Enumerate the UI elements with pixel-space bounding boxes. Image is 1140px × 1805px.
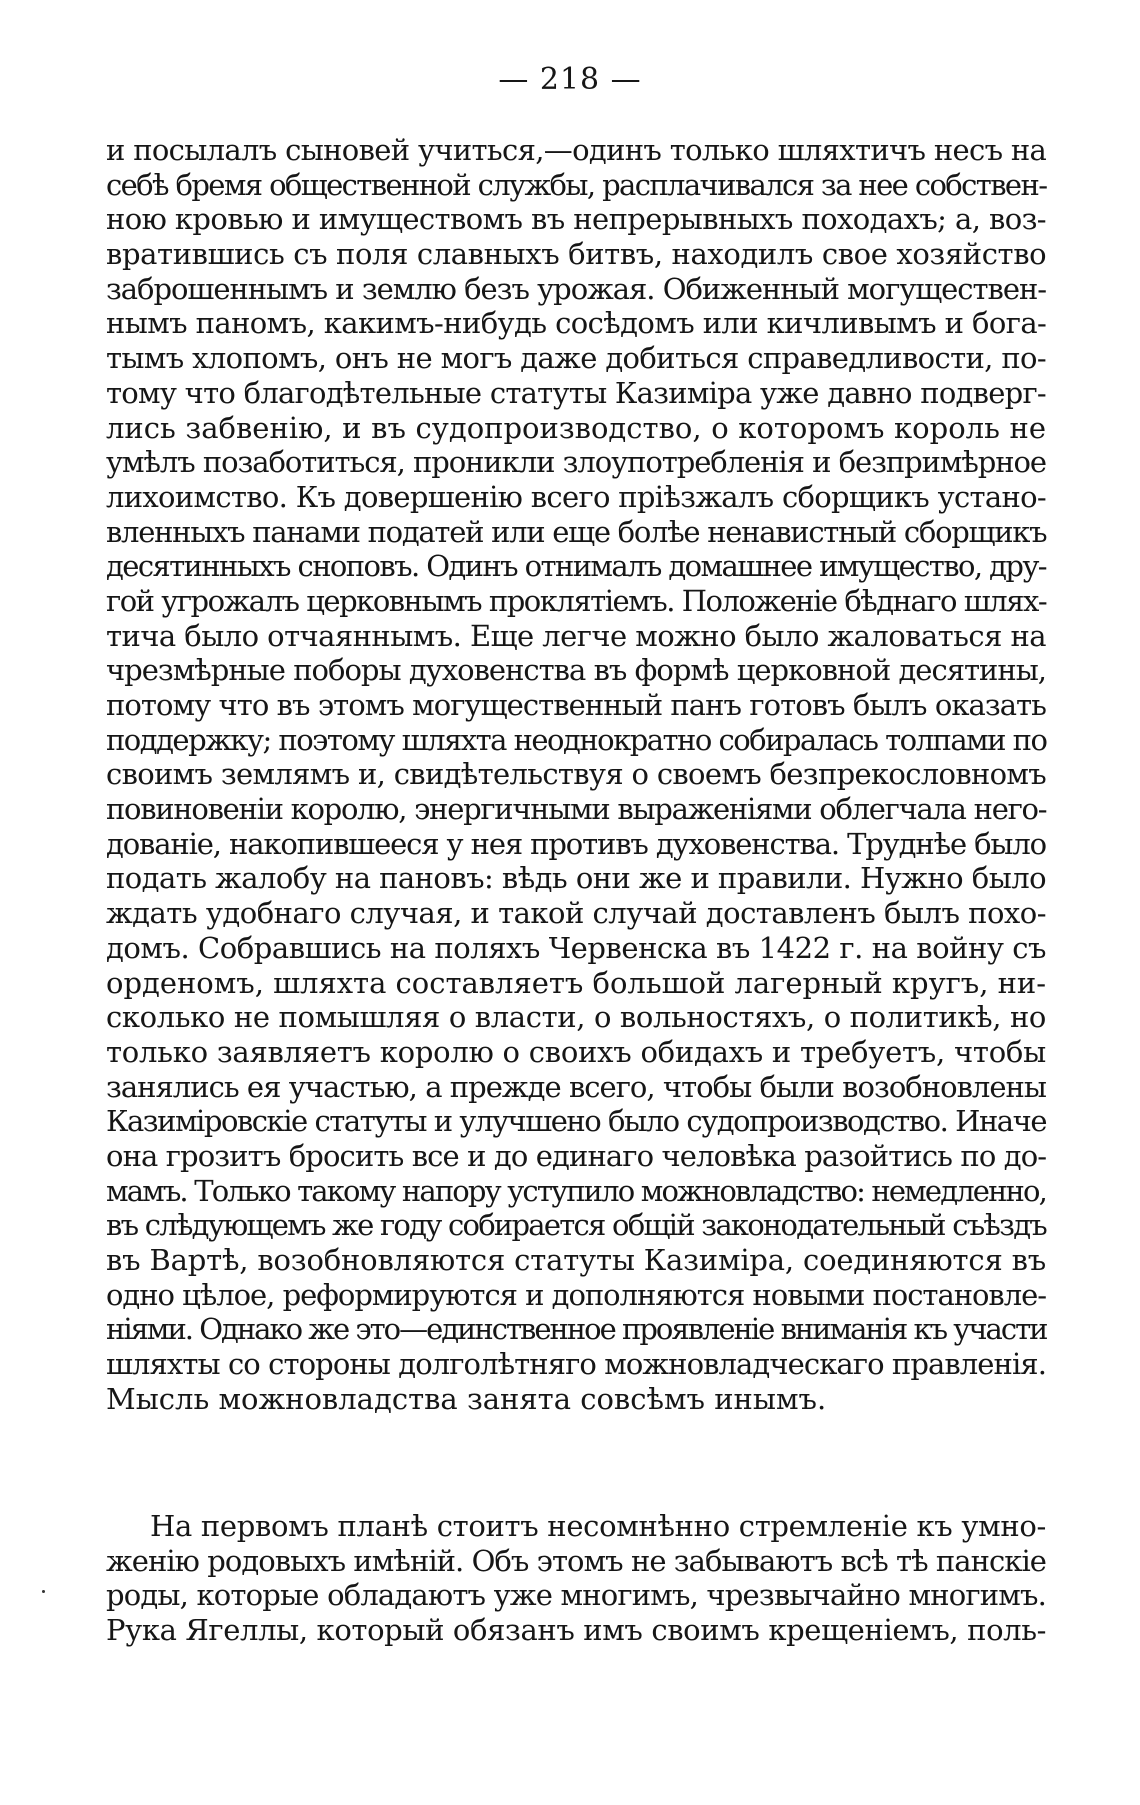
text-line: подать жалобу на пановъ: вѣдь они же и правили. Нужно было bbox=[106, 861, 1046, 896]
text-line: она грозитъ бросить все и до единаго человѣка разойтись по до- bbox=[106, 1138, 1047, 1173]
text-line: орденомъ, шляхта составляетъ большой лагерный кругъ, ни- bbox=[106, 965, 1047, 1000]
text-line: роды, которые обладаютъ уже многимъ, чрезвычайно многимъ. bbox=[106, 1578, 1046, 1613]
text-line: тича было отчаяннымъ. Еще легче можно было жаловаться на bbox=[106, 618, 1046, 653]
text-line: чрезмѣрные поборы духовенства въ формѣ церковной десятины, bbox=[106, 653, 1046, 688]
text-line: въ слѣдующемъ же году собирается общій законодательный съѣздъ bbox=[106, 1208, 1046, 1243]
text-line: повиновеніи королю, энергичными выраженіями облегчала него- bbox=[106, 792, 1047, 827]
text-line: лихоимство. Къ довершенію всего пріѣзжалъ сборщикъ устано- bbox=[106, 479, 1046, 514]
text-line: вленныхъ панами податей или еще болѣе ненавистный сборщикъ bbox=[106, 514, 1047, 549]
text-line: себѣ бремя общественной службы, расплачивался за нее собствен- bbox=[106, 167, 1047, 202]
text-line: десятинныхъ сноповъ. Одинъ отнималъ домашнее имущество, дру- bbox=[106, 549, 1046, 584]
text-line: дованіе, накопившееся у нея противъ духовенства. Труднѣе было bbox=[106, 826, 1046, 861]
text-line: заброшеннымъ и землю безъ урожая. Обиженный могуществен- bbox=[106, 271, 1046, 306]
text-line: сколько не помышляя о власти, о вольностяхъ, о политикѣ, но bbox=[106, 1000, 1046, 1035]
text-line: поддержку; поэтому шляхта неоднократно собиралась толпами по bbox=[106, 722, 1047, 757]
text-line: нымъ паномъ, какимъ-нибудь сосѣдомъ или кичливымъ и бога- bbox=[106, 306, 1047, 341]
text-line: только заявляетъ королю о своихъ обидахъ и требуетъ, чтобы bbox=[106, 1034, 1046, 1069]
text-line: въ Вартѣ, возобновляются статуты Казиміра, соединяются въ bbox=[106, 1243, 1047, 1277]
page-number: — 218 — bbox=[498, 62, 642, 97]
text-line: ніями. Однако же это—единственное проявленіе вниманія къ участи bbox=[106, 1312, 1047, 1347]
text-line: тому что благодѣтельные статуты Казиміра уже давно подверг- bbox=[106, 375, 1046, 410]
text-line: тымъ хлопомъ, онъ не могъ даже добиться справедливости, по- bbox=[106, 341, 1046, 376]
text-line: гой угрожалъ церковнымъ проклятіемъ. Положеніе бѣднаго шлях- bbox=[106, 583, 1047, 618]
text-line: потому что въ этомъ могущественный панъ готовъ былъ оказать bbox=[106, 688, 1046, 722]
text-line: своимъ землямъ и, свидѣтельствуя о своемъ безпрекословномъ bbox=[106, 757, 1047, 792]
paragraph-1 bbox=[106, 133, 1046, 1416]
text-line: ждать удобнаго случая, и такой случай доставленъ былъ похо- bbox=[106, 896, 1046, 931]
paragraph-2 bbox=[106, 1509, 1046, 1648]
text-line: лись забвенію, и въ судопроизводство, о которомъ король не bbox=[106, 410, 1046, 445]
text-line: женію родовыхъ имѣній. Объ этомъ не забываютъ всѣ тѣ панскіе bbox=[106, 1543, 1047, 1578]
text-line: и посылалъ сыновей учиться,—одинъ только шляхтичъ несъ на bbox=[106, 133, 1047, 167]
text-line: Мысль можновладства занята совсѣмъ инымъ. bbox=[106, 1381, 827, 1416]
text-line: шляхты со стороны долголѣтняго можновладческаго правленія. bbox=[106, 1347, 1046, 1382]
text-line: Казиміровскіе статуты и улучшено было судопроизводство. Иначе bbox=[106, 1104, 1046, 1139]
text-line: На первомъ планѣ стоитъ несомнѣнно стремленіе къ умно- bbox=[150, 1509, 1046, 1543]
text-line: домъ. Собравшись на поляхъ Червенска въ 1422 г. на войну съ bbox=[106, 930, 1046, 965]
margin-speck bbox=[42, 1590, 45, 1593]
text-line: ною кровью и имуществомъ въ непрерывныхъ походахъ; а, воз- bbox=[106, 202, 1046, 237]
text-line: вратившись съ поля славныхъ битвъ, находилъ свое хозяйство bbox=[106, 237, 1047, 272]
text-line: одно цѣлое, реформируются и дополняются новыми постановле- bbox=[106, 1277, 1046, 1312]
text-line: мамъ. Только такому напору уступило можновладство: немедленно, bbox=[106, 1173, 1046, 1208]
text-line: умѣлъ позаботиться, проникли злоупотребленія и безпримѣрное bbox=[106, 445, 1046, 480]
text-line: Рука Ягеллы, который обязанъ имъ своимъ крещеніемъ, поль- bbox=[106, 1613, 1047, 1648]
text-line: занялись ея участью, а прежде всего, чтобы были возобновлены bbox=[106, 1069, 1046, 1104]
